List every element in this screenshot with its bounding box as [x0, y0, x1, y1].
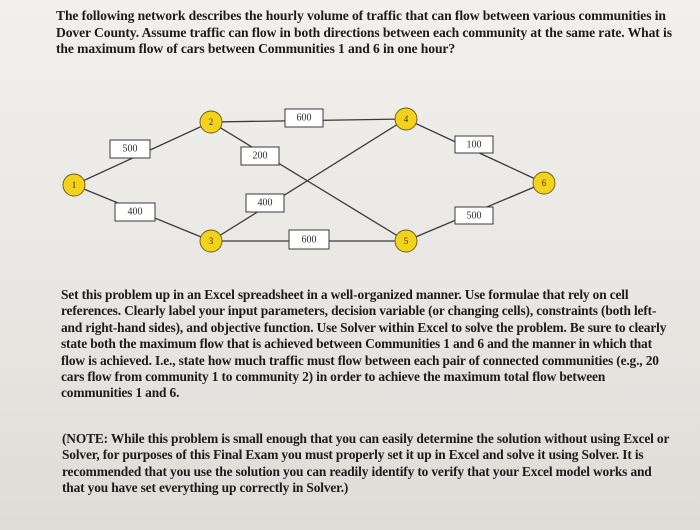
node-1	[63, 174, 85, 196]
node-3-label: 3	[208, 236, 214, 246]
node-4	[395, 108, 417, 130]
node-5	[395, 230, 417, 252]
node-5-label: 5	[403, 236, 409, 246]
capacity-1-2	[110, 140, 150, 158]
capacity-4-6-value: 100	[466, 139, 482, 151]
capacity-2-5	[241, 147, 279, 165]
node-2	[200, 111, 222, 133]
capacity-3-5	[289, 230, 329, 249]
node-2-label: 2	[208, 117, 214, 127]
capacity-5-6-value: 500	[466, 210, 482, 222]
capacity-3-4-value: 400	[257, 197, 273, 209]
note-paragraph: (NOTE: While this problem is small enough that you can easily determine the solution without using Excel or Solver, for purposes of this Final Exam you must properly set it up in Excel and solve it using Solver. It is recommended that you use the solution you can readily identify to verify that your Excel model works and that you have set everything up correctly in Solver.)	[62, 431, 670, 496]
node-6-label: 6	[541, 178, 547, 188]
capacity-3-5-value: 600	[301, 234, 317, 246]
node-6	[533, 172, 555, 194]
node-4-label: 4	[403, 114, 409, 124]
instructions-paragraph: Set this problem up in an Excel spreadsheet in a well-organized manner. Use formulae that rely on cell references. Clearly label your input parameters, decision variable (or changing cells), constraints (both left- and right-hand sides), and objective function. Use Solver within Excel to solve the problem. Be sure to clearly state both the maximum flow that is achieved between Communities 1 and 6 and the manner in which that flow is achieved. I.e., state how much traffic must flow between each pair of connected communities (e.g., 20 cars flow from community 1 to community 2) in order to achieve the maximum total flow between communities 1 and 6.	[61, 287, 667, 401]
node-3	[200, 230, 222, 252]
problem-statement: The following network describes the hourly volume of traffic that can flow between various communities in Dover County. Assume traffic can flow in both directions between each community at the same rate. What is the maximum flow of cars between Communities 1 and 6 in one hour?	[56, 8, 672, 57]
capacity-5-6	[455, 207, 493, 224]
capacity-1-3	[115, 203, 155, 221]
capacity-2-5-value: 200	[252, 150, 268, 162]
capacity-1-2-value: 500	[122, 143, 138, 155]
node-1-label: 1	[71, 180, 77, 190]
capacity-2-4-value: 600	[296, 112, 312, 124]
capacity-4-6	[455, 136, 493, 153]
capacity-2-4	[285, 109, 323, 127]
capacity-1-3-value: 400	[127, 206, 143, 218]
capacity-3-4	[246, 194, 284, 212]
